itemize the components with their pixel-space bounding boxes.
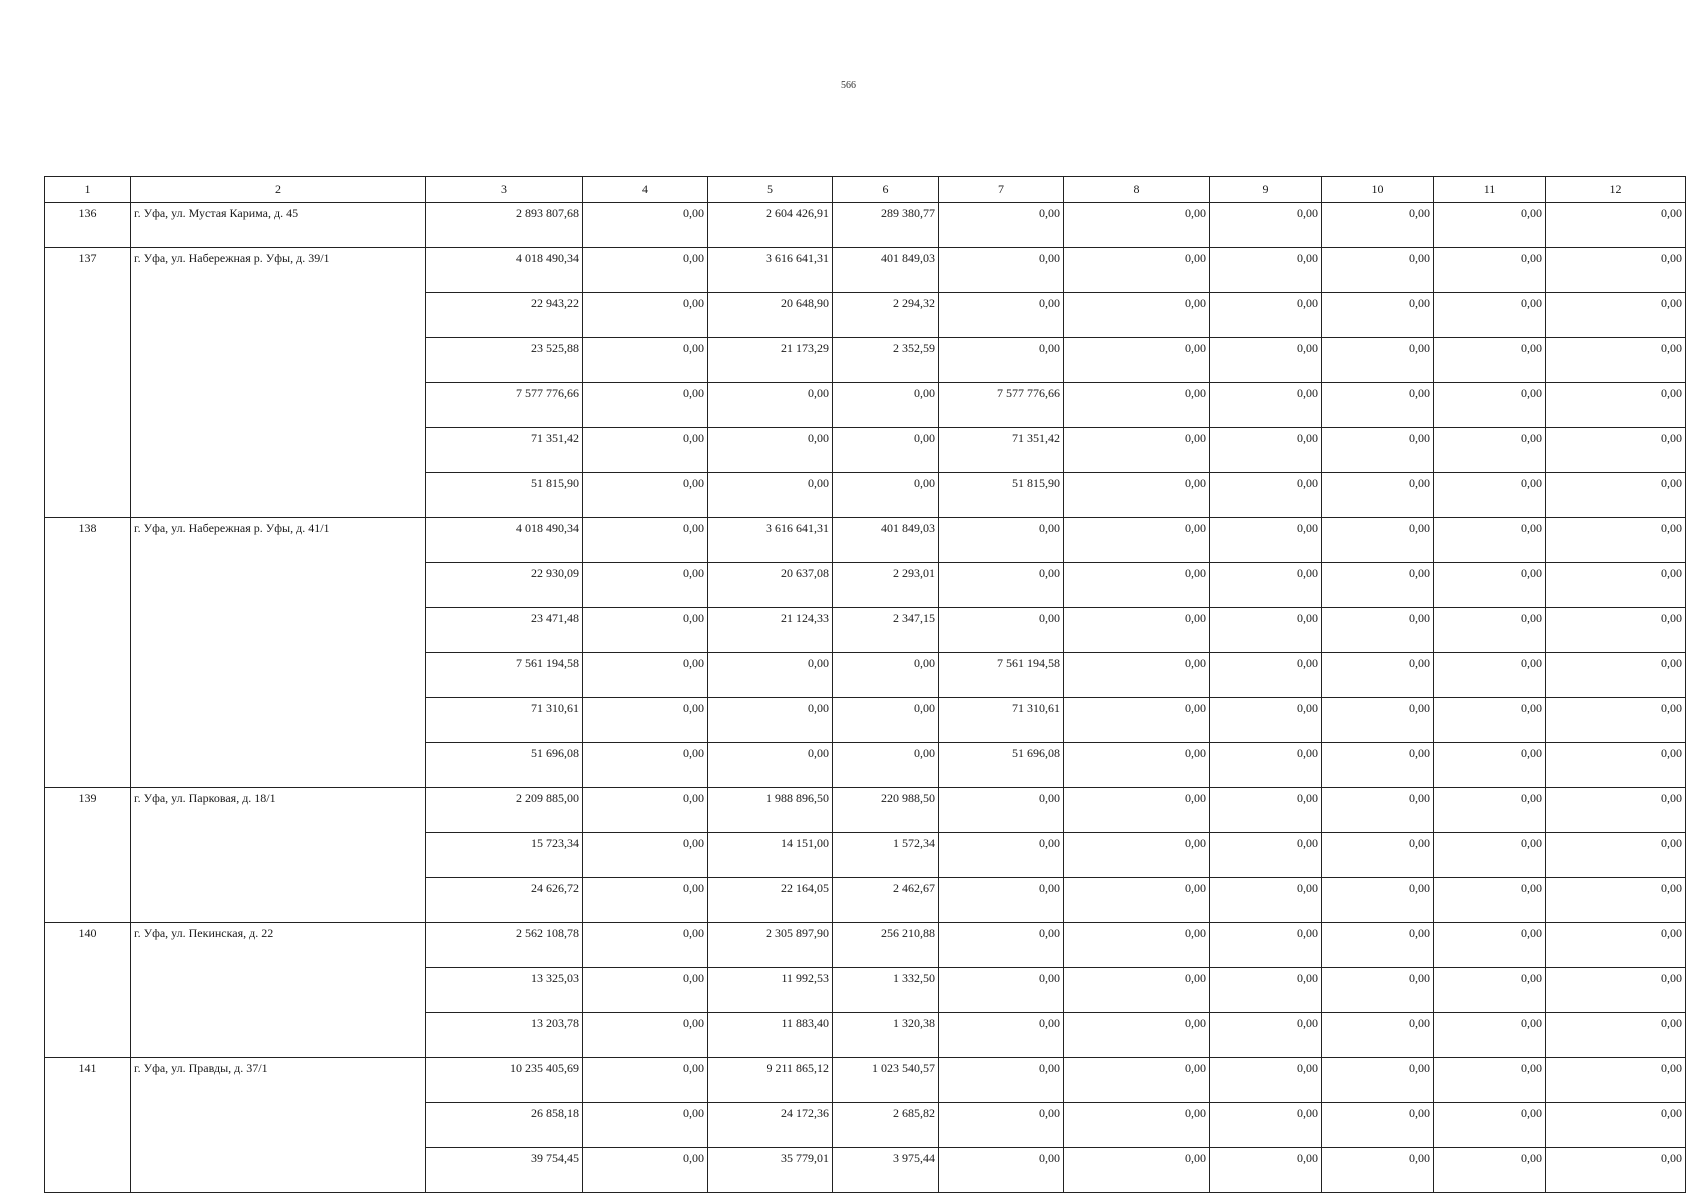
value-cell: 22 930,09 — [426, 563, 583, 608]
value-cell: 0,00 — [1434, 833, 1546, 878]
value-cell: 20 637,08 — [708, 563, 833, 608]
value-cell: 0,00 — [1064, 788, 1210, 833]
value-cell: 0,00 — [583, 653, 708, 698]
value-cell: 3 616 641,31 — [708, 518, 833, 563]
value-cell: 13 325,03 — [426, 968, 583, 1013]
value-cell: 0,00 — [583, 788, 708, 833]
value-cell: 4 018 490,34 — [426, 518, 583, 563]
value-cell: 0,00 — [1210, 428, 1322, 473]
value-cell: 26 858,18 — [426, 1103, 583, 1148]
value-cell: 0,00 — [1210, 923, 1322, 968]
value-cell: 0,00 — [1546, 923, 1686, 968]
value-cell: 0,00 — [583, 563, 708, 608]
value-cell: 35 779,01 — [708, 1148, 833, 1193]
value-cell: 0,00 — [1210, 1058, 1322, 1103]
value-cell: 0,00 — [1434, 923, 1546, 968]
value-cell: 1 988 896,50 — [708, 788, 833, 833]
value-cell: 0,00 — [583, 923, 708, 968]
value-cell: 0,00 — [939, 518, 1064, 563]
value-cell: 0,00 — [1064, 608, 1210, 653]
value-cell: 0,00 — [1546, 968, 1686, 1013]
value-cell: 0,00 — [1064, 293, 1210, 338]
value-cell: 0,00 — [1210, 248, 1322, 293]
value-cell: 0,00 — [583, 338, 708, 383]
table-row — [45, 203, 1686, 248]
value-cell: 0,00 — [1434, 338, 1546, 383]
value-cell: 0,00 — [833, 653, 939, 698]
value-cell: 4 018 490,34 — [426, 248, 583, 293]
value-cell: 0,00 — [1322, 248, 1434, 293]
value-cell: 0,00 — [1210, 608, 1322, 653]
table-row — [45, 1058, 1686, 1103]
value-cell: 0,00 — [1322, 203, 1434, 248]
value-cell: 13 203,78 — [426, 1013, 583, 1058]
value-cell: 0,00 — [1210, 653, 1322, 698]
value-cell: 0,00 — [1322, 743, 1434, 788]
row-number: 138 — [45, 518, 131, 788]
value-cell: 7 561 194,58 — [426, 653, 583, 698]
value-cell: 0,00 — [1434, 788, 1546, 833]
value-cell: 0,00 — [1322, 968, 1434, 1013]
value-cell: 1 572,34 — [833, 833, 939, 878]
value-cell: 0,00 — [1210, 293, 1322, 338]
page-number: 566 — [841, 80, 856, 91]
value-cell: 0,00 — [1322, 698, 1434, 743]
column-header: 10 — [1322, 177, 1434, 203]
value-cell: 0,00 — [1434, 968, 1546, 1013]
value-cell: 0,00 — [583, 428, 708, 473]
value-cell: 220 988,50 — [833, 788, 939, 833]
value-cell: 71 351,42 — [426, 428, 583, 473]
value-cell: 2 462,67 — [833, 878, 939, 923]
row-number: 139 — [45, 788, 131, 923]
value-cell: 0,00 — [1546, 563, 1686, 608]
value-cell: 0,00 — [1546, 248, 1686, 293]
value-cell: 0,00 — [583, 248, 708, 293]
value-cell: 0,00 — [1434, 653, 1546, 698]
value-cell: 0,00 — [1546, 788, 1686, 833]
value-cell: 0,00 — [1546, 1103, 1686, 1148]
value-cell: 0,00 — [1064, 518, 1210, 563]
address-cell: г. Уфа, ул. Пекинская, д. 22 — [131, 923, 426, 1058]
value-cell: 0,00 — [1322, 833, 1434, 878]
value-cell: 0,00 — [1322, 473, 1434, 518]
table-row — [45, 788, 1686, 833]
value-cell: 71 310,61 — [426, 698, 583, 743]
value-cell: 0,00 — [1322, 788, 1434, 833]
column-header: 12 — [1546, 177, 1686, 203]
budget-table — [44, 176, 1686, 1193]
value-cell: 71 310,61 — [939, 698, 1064, 743]
value-cell: 0,00 — [1064, 1103, 1210, 1148]
value-cell: 21 173,29 — [708, 338, 833, 383]
value-cell: 0,00 — [1322, 1058, 1434, 1103]
value-cell: 0,00 — [583, 1013, 708, 1058]
column-header: 5 — [708, 177, 833, 203]
value-cell: 0,00 — [1210, 1103, 1322, 1148]
value-cell: 0,00 — [1546, 608, 1686, 653]
value-cell: 0,00 — [1434, 698, 1546, 743]
value-cell: 0,00 — [1546, 383, 1686, 428]
value-cell: 0,00 — [1210, 1013, 1322, 1058]
value-cell: 0,00 — [1210, 203, 1322, 248]
value-cell: 0,00 — [1322, 608, 1434, 653]
row-number: 141 — [45, 1058, 131, 1193]
value-cell: 401 849,03 — [833, 248, 939, 293]
value-cell: 0,00 — [1210, 743, 1322, 788]
value-cell: 0,00 — [1322, 653, 1434, 698]
value-cell: 0,00 — [1434, 203, 1546, 248]
column-header: 7 — [939, 177, 1064, 203]
value-cell: 0,00 — [1064, 653, 1210, 698]
value-cell: 0,00 — [939, 788, 1064, 833]
value-cell: 0,00 — [1064, 563, 1210, 608]
value-cell: 0,00 — [1210, 788, 1322, 833]
row-number: 137 — [45, 248, 131, 518]
address-cell: г. Уфа, ул. Набережная р. Уфы, д. 41/1 — [131, 518, 426, 788]
value-cell: 0,00 — [583, 608, 708, 653]
value-cell: 2 347,15 — [833, 608, 939, 653]
value-cell: 0,00 — [1434, 1103, 1546, 1148]
value-cell: 0,00 — [583, 203, 708, 248]
column-header: 11 — [1434, 177, 1546, 203]
value-cell: 0,00 — [939, 1103, 1064, 1148]
value-cell: 0,00 — [708, 428, 833, 473]
value-cell: 0,00 — [833, 743, 939, 788]
value-cell: 14 151,00 — [708, 833, 833, 878]
value-cell: 0,00 — [583, 383, 708, 428]
value-cell: 0,00 — [939, 1148, 1064, 1193]
value-cell: 0,00 — [1064, 878, 1210, 923]
value-cell: 39 754,45 — [426, 1148, 583, 1193]
value-cell: 0,00 — [1322, 1013, 1434, 1058]
value-cell: 0,00 — [1434, 1013, 1546, 1058]
value-cell: 0,00 — [1546, 293, 1686, 338]
value-cell: 0,00 — [1210, 518, 1322, 563]
value-cell: 51 815,90 — [426, 473, 583, 518]
value-cell: 0,00 — [1546, 428, 1686, 473]
value-cell: 0,00 — [1064, 1148, 1210, 1193]
value-cell: 0,00 — [1546, 653, 1686, 698]
value-cell: 0,00 — [1434, 608, 1546, 653]
value-cell: 0,00 — [583, 968, 708, 1013]
value-cell: 1 320,38 — [833, 1013, 939, 1058]
value-cell: 0,00 — [1322, 518, 1434, 563]
value-cell: 0,00 — [1434, 878, 1546, 923]
column-header: 3 — [426, 177, 583, 203]
column-header: 4 — [583, 177, 708, 203]
value-cell: 0,00 — [1210, 563, 1322, 608]
value-cell: 0,00 — [708, 653, 833, 698]
address-cell: г. Уфа, ул. Мустая Карима, д. 45 — [131, 203, 426, 248]
value-cell: 0,00 — [833, 698, 939, 743]
value-cell: 0,00 — [939, 563, 1064, 608]
value-cell: 0,00 — [1064, 473, 1210, 518]
table-body — [45, 203, 1686, 1193]
column-number-row — [45, 177, 1686, 203]
value-cell: 0,00 — [708, 383, 833, 428]
value-cell: 0,00 — [1434, 248, 1546, 293]
value-cell: 2 604 426,91 — [708, 203, 833, 248]
value-cell: 0,00 — [1064, 203, 1210, 248]
value-cell: 2 562 108,78 — [426, 923, 583, 968]
value-cell: 7 561 194,58 — [939, 653, 1064, 698]
value-cell: 0,00 — [1064, 338, 1210, 383]
value-cell: 0,00 — [1322, 338, 1434, 383]
row-number: 140 — [45, 923, 131, 1058]
value-cell: 10 235 405,69 — [426, 1058, 583, 1103]
value-cell: 0,00 — [583, 518, 708, 563]
value-cell: 22 164,05 — [708, 878, 833, 923]
value-cell: 0,00 — [1546, 1013, 1686, 1058]
value-cell: 0,00 — [1322, 563, 1434, 608]
value-cell: 0,00 — [1064, 248, 1210, 293]
value-cell: 0,00 — [939, 968, 1064, 1013]
value-cell: 0,00 — [1434, 428, 1546, 473]
value-cell: 0,00 — [1546, 743, 1686, 788]
value-cell: 0,00 — [1210, 473, 1322, 518]
value-cell: 401 849,03 — [833, 518, 939, 563]
value-cell: 51 815,90 — [939, 473, 1064, 518]
value-cell: 0,00 — [939, 608, 1064, 653]
value-cell: 0,00 — [1434, 743, 1546, 788]
column-header: 1 — [45, 177, 131, 203]
value-cell: 0,00 — [1210, 383, 1322, 428]
value-cell: 0,00 — [1434, 563, 1546, 608]
value-cell: 0,00 — [939, 1058, 1064, 1103]
value-cell: 0,00 — [1064, 1058, 1210, 1103]
value-cell: 0,00 — [1210, 338, 1322, 383]
value-cell: 0,00 — [1546, 1148, 1686, 1193]
value-cell: 2 294,32 — [833, 293, 939, 338]
value-cell: 0,00 — [1546, 473, 1686, 518]
value-cell: 2 893 807,68 — [426, 203, 583, 248]
value-cell: 11 883,40 — [708, 1013, 833, 1058]
value-cell: 0,00 — [583, 833, 708, 878]
value-cell: 0,00 — [833, 383, 939, 428]
value-cell: 15 723,34 — [426, 833, 583, 878]
value-cell: 0,00 — [833, 428, 939, 473]
value-cell: 23 525,88 — [426, 338, 583, 383]
value-cell: 0,00 — [1546, 518, 1686, 563]
value-cell: 0,00 — [1210, 833, 1322, 878]
value-cell: 1 023 540,57 — [833, 1058, 939, 1103]
value-cell: 0,00 — [708, 473, 833, 518]
value-cell: 0,00 — [1064, 833, 1210, 878]
value-cell: 7 577 776,66 — [939, 383, 1064, 428]
value-cell: 51 696,08 — [426, 743, 583, 788]
value-cell: 3 975,44 — [833, 1148, 939, 1193]
value-cell: 2 293,01 — [833, 563, 939, 608]
value-cell: 20 648,90 — [708, 293, 833, 338]
value-cell: 0,00 — [1210, 698, 1322, 743]
value-cell: 0,00 — [939, 833, 1064, 878]
value-cell: 0,00 — [1546, 1058, 1686, 1103]
value-cell: 0,00 — [1210, 968, 1322, 1013]
value-cell: 0,00 — [708, 743, 833, 788]
value-cell: 0,00 — [1546, 338, 1686, 383]
value-cell: 2 352,59 — [833, 338, 939, 383]
value-cell: 2 685,82 — [833, 1103, 939, 1148]
value-cell: 22 943,22 — [426, 293, 583, 338]
value-cell: 0,00 — [583, 473, 708, 518]
value-cell: 0,00 — [1210, 1148, 1322, 1193]
table-row — [45, 248, 1686, 293]
value-cell: 0,00 — [939, 1013, 1064, 1058]
value-cell: 0,00 — [833, 473, 939, 518]
value-cell: 0,00 — [1546, 203, 1686, 248]
value-cell: 0,00 — [1064, 698, 1210, 743]
value-cell: 0,00 — [1546, 833, 1686, 878]
value-cell: 0,00 — [1322, 428, 1434, 473]
value-cell: 0,00 — [1064, 923, 1210, 968]
value-cell: 21 124,33 — [708, 608, 833, 653]
value-cell: 0,00 — [939, 338, 1064, 383]
address-cell: г. Уфа, ул. Набережная р. Уфы, д. 39/1 — [131, 248, 426, 518]
value-cell: 0,00 — [1434, 473, 1546, 518]
value-cell: 0,00 — [1322, 293, 1434, 338]
value-cell: 0,00 — [1434, 1058, 1546, 1103]
value-cell: 7 577 776,66 — [426, 383, 583, 428]
table-row — [45, 923, 1686, 968]
value-cell: 0,00 — [1434, 293, 1546, 338]
value-cell: 0,00 — [1546, 878, 1686, 923]
value-cell: 0,00 — [583, 698, 708, 743]
value-cell: 0,00 — [1064, 743, 1210, 788]
column-header: 9 — [1210, 177, 1322, 203]
value-cell: 0,00 — [1064, 383, 1210, 428]
value-cell: 0,00 — [583, 1148, 708, 1193]
column-header: 6 — [833, 177, 939, 203]
value-cell: 0,00 — [583, 1103, 708, 1148]
value-cell: 51 696,08 — [939, 743, 1064, 788]
value-cell: 0,00 — [939, 923, 1064, 968]
value-cell: 256 210,88 — [833, 923, 939, 968]
value-cell: 0,00 — [583, 1058, 708, 1103]
value-cell: 2 209 885,00 — [426, 788, 583, 833]
table-row — [45, 518, 1686, 563]
value-cell: 0,00 — [939, 293, 1064, 338]
column-header: 8 — [1064, 177, 1210, 203]
value-cell: 2 305 897,90 — [708, 923, 833, 968]
value-cell: 0,00 — [1322, 878, 1434, 923]
value-cell: 0,00 — [1434, 383, 1546, 428]
value-cell: 0,00 — [1322, 1148, 1434, 1193]
value-cell: 0,00 — [1064, 968, 1210, 1013]
value-cell: 0,00 — [939, 248, 1064, 293]
value-cell: 0,00 — [939, 203, 1064, 248]
value-cell: 0,00 — [939, 878, 1064, 923]
value-cell: 0,00 — [1434, 1148, 1546, 1193]
address-cell: г. Уфа, ул. Парковая, д. 18/1 — [131, 788, 426, 923]
value-cell: 0,00 — [1322, 383, 1434, 428]
value-cell: 71 351,42 — [939, 428, 1064, 473]
value-cell: 0,00 — [1210, 878, 1322, 923]
value-cell: 0,00 — [1322, 923, 1434, 968]
value-cell: 11 992,53 — [708, 968, 833, 1013]
value-cell: 1 332,50 — [833, 968, 939, 1013]
value-cell: 0,00 — [583, 743, 708, 788]
value-cell: 0,00 — [1434, 518, 1546, 563]
value-cell: 3 616 641,31 — [708, 248, 833, 293]
value-cell: 0,00 — [1322, 1103, 1434, 1148]
value-cell: 0,00 — [1546, 698, 1686, 743]
value-cell: 0,00 — [583, 878, 708, 923]
value-cell: 0,00 — [1064, 428, 1210, 473]
value-cell: 0,00 — [708, 698, 833, 743]
row-number: 136 — [45, 203, 131, 248]
value-cell: 24 626,72 — [426, 878, 583, 923]
value-cell: 9 211 865,12 — [708, 1058, 833, 1103]
value-cell: 24 172,36 — [708, 1103, 833, 1148]
value-cell: 0,00 — [583, 293, 708, 338]
value-cell: 0,00 — [1064, 1013, 1210, 1058]
address-cell: г. Уфа, ул. Правды, д. 37/1 — [131, 1058, 426, 1193]
column-header: 2 — [131, 177, 426, 203]
value-cell: 289 380,77 — [833, 203, 939, 248]
value-cell: 23 471,48 — [426, 608, 583, 653]
